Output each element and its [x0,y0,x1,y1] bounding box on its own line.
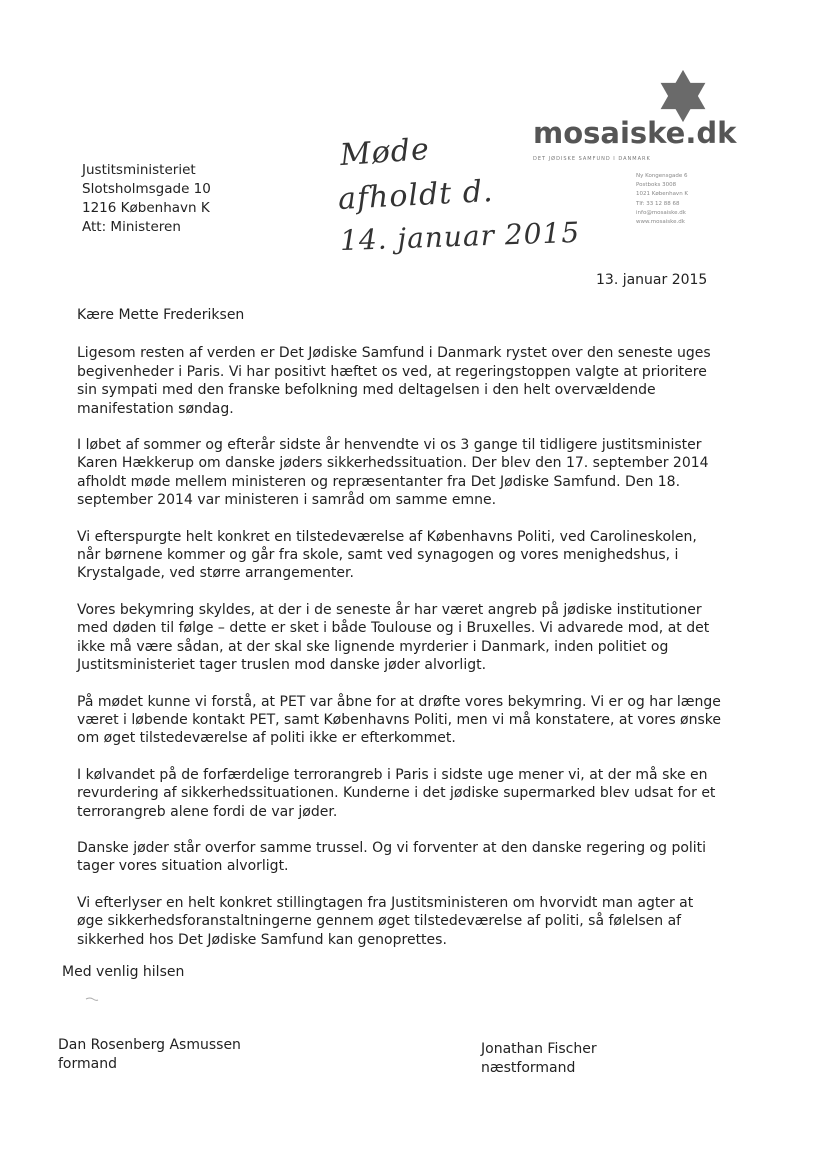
signatory-title: formand [58,1056,117,1072]
signatory-left [58,1036,241,1074]
signatory-name: Jonathan Fischer [481,1041,597,1057]
signatory-name: Dan Rosenberg Asmussen [58,1037,241,1053]
letterhead-contact [636,172,728,227]
paragraph: I løbet af sommer og efterår sidste år henvendte vi os 3 gange til tidligere justitsminister Karen Hækkerup om danske jøders sikkerhedssituation. Der blev den 17. september 2014 afholdt møde mellem ministeren og repræsentanter fra Det Jødiske Samfund. Den 18. september 2014 var ministeren i samråd om samme emne. [77,437,709,509]
paragraph: Danske jøder står overfor samme trussel. Og vi forventer at den danske regering og politi tager vores situation alvorligt. [77,839,707,875]
letterhead-tagline: DET JØDISKE SAMFUND I DANMARK [533,156,651,162]
paragraph: Vi efterlyser en helt konkret stillingtagen fra Justitsministeren om hvorvidt man agter at øge sikkerhedsforanstaltningerne gennem øget tilstedeværelse af politi, så følelsen af sikkerhed hos Det Jødiske Samfund kan genoprettes. [77,894,694,948]
contact-line: www.mosaiske.dk [636,219,685,226]
greeting: Kære Mette Frederiksen [77,307,245,323]
signatory-right [481,1040,597,1078]
handwritten-note-line: 14. januar 2015 [339,215,581,258]
letter-body [62,306,722,981]
paragraph: Vi efterspurgte helt konkret en tilstedeværelse af Københavns Politi, ved Carolineskolen, når børnene kommer og går fra skole, samt ved synagogen og vores menighedshus, i Krystalgade, ved større arrangementer. [77,528,697,582]
paragraph: På mødet kunne vi forstå, at PET var åbne for at drøfte vores bekymring. Vi er og har længe været i løbende kontakt PET, samt Københavns Politi, men vi må konstatere, at vores ønske om øget tilstedeværelse af politi ikke er efterkommet. [77,693,722,747]
address-line: Att: Ministeren [82,219,181,235]
paragraph: Vores bekymring skyldes, at der i de seneste år har været angreb på jødiske institutioner med døden til følge – dette er sket i både Toulouse og i Bruxelles. Vi advarede mod, at det ikke må være sådan, at der skal ske lignende myrderier i Danmark, inden politiet og Justitsministeriet tager truslen mod danske jøder alvorligt. [77,601,710,674]
contact-line: Tlf: 33 12 88 68 [636,200,680,207]
letterhead-logo: mosaiske.dk [533,116,737,150]
signature-mark [85,996,99,1002]
address-line: Slotsholmsgade 10 [82,181,211,197]
contact-line: Ny Kongensgade 6 [636,173,688,179]
contact-line: 1021 København K [636,191,689,198]
contact-line: info@mosaiske.dk [636,209,686,216]
closing: Med venlig hilsen [62,963,185,980]
recipient-address [82,161,211,237]
address-line: Justitsministeriet [82,162,196,178]
paragraph: I kølvandet på de forfærdelige terrorangreb i Paris i sidste uge mener vi, at der må ske en revurdering af sikkerhedssituationen. Kunderne i det jødiske supermarked blev udsat for et terrorangreb alene fordi de var jøder. [77,766,716,820]
letter-date: 13. januar 2015 [596,272,708,288]
contact-line: Postboks 3008 [636,182,677,189]
handwritten-note-line: Møde [338,131,431,174]
paragraph: Ligesom resten af verden er Det Jødiske Samfund i Danmark rystet over den seneste uges begivenheder i Paris. Vi har positivt hæftet os ved, at regeringstoppen valgte at prioritere sin sympati med den franske befolkning med deltagelsen i den helt overvældende manifestation søndag. [77,345,711,417]
handwritten-note-line: afholdt d. [337,173,495,218]
signatory-title: næstformand [481,1060,576,1076]
address-line: 1216 København K [82,200,210,216]
